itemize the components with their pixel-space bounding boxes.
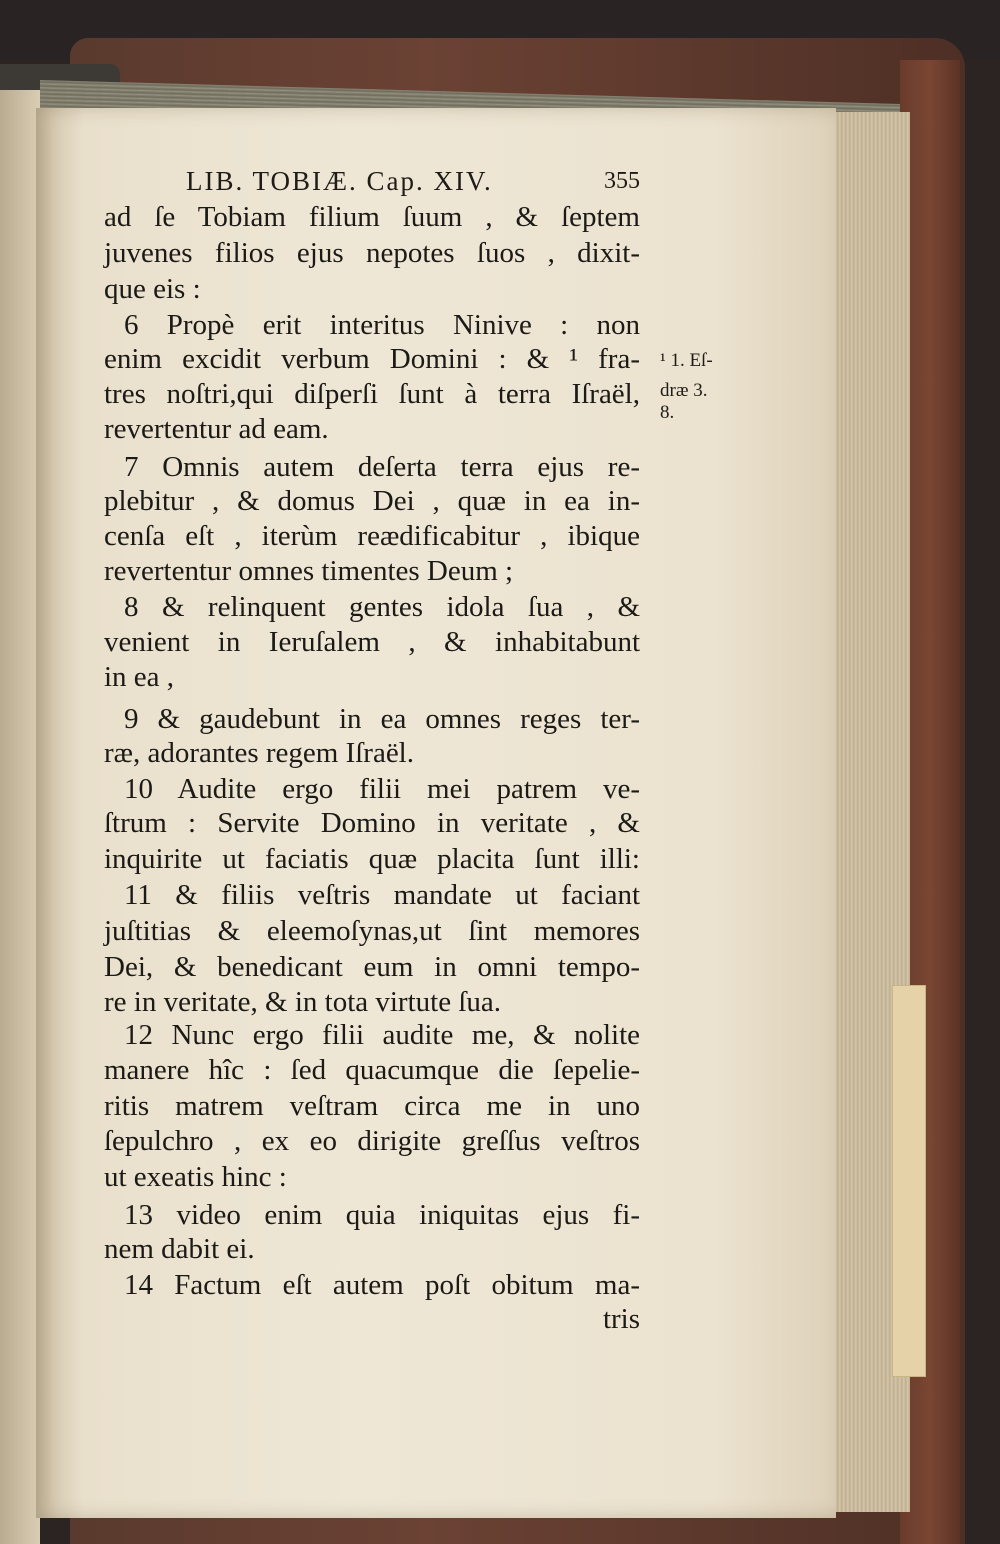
text-line: cenſa eſt , iterùm reædificabitur , ibique	[104, 520, 640, 552]
text-line: plebitur , & domus Dei , quæ in ea in-	[104, 485, 640, 517]
margin-note-line: ¹ 1. Eſ-	[660, 350, 713, 371]
text-line: 8 & relinquent gentes idola ſua , &	[124, 591, 640, 623]
margin-note-line: 8.	[660, 402, 675, 423]
text-line: 6 Propè erit interitus Ninive : non	[124, 309, 640, 341]
text-line: ut exeatis hinc :	[104, 1161, 287, 1193]
text-line: nem dabit ei.	[104, 1233, 255, 1265]
text-line: 7 Omnis autem deſerta terra ejus re-	[124, 451, 640, 483]
text-line: Dei, & benedicant eum in omni tempo-	[104, 951, 640, 983]
text-line: que eis :	[104, 273, 201, 305]
text-line: enim excidit verbum Domini : & ¹ fra-	[104, 343, 640, 375]
text-line: ræ, adorantes regem Iſraël.	[104, 737, 414, 769]
text-line: ſtrum : Servite Domino in veritate , &	[104, 807, 640, 839]
text-line: re in veritate, & in tota virtute ſua.	[104, 986, 502, 1018]
text-line: inquirite ut faciatis quæ placita ſunt illi:	[104, 843, 640, 875]
text-line: 12 Nunc ergo filii audite me, & nolite	[124, 1019, 640, 1051]
left-facing-page	[0, 86, 40, 1544]
catchword: tris	[602, 1303, 640, 1335]
text-line: in ea ,	[104, 661, 175, 693]
text-line: venient in Ieruſalem , & inhabitabunt	[104, 626, 640, 658]
text-line: revertentur omnes timentes Deum ;	[104, 555, 514, 587]
text-line: 14 Factum eſt autem poſt obitum ma-	[124, 1269, 640, 1301]
text-line: tres noſtri,qui diſperſi ſunt à terra Iſraël,	[104, 378, 640, 410]
text-line: juſtitias & eleemoſynas,ut ſint memores	[104, 915, 640, 947]
text-line: ſepulchro , ex eo dirigite greſſus veſtros	[104, 1125, 640, 1157]
page-number: 355	[604, 168, 640, 194]
margin-note-line: dræ 3.	[660, 380, 708, 401]
text-line: ad ſe Tobiam filium ſuum , & ſeptem	[104, 201, 640, 233]
text-line: 9 & gaudebunt in ea omnes reges ter-	[124, 703, 640, 735]
paper-bookmark	[892, 985, 926, 1377]
running-title: LIB. TOBIÆ. Cap. XIV.	[186, 166, 493, 196]
text-line: 11 & filiis veſtris mandate ut faciant	[124, 879, 640, 911]
text-line: manere hîc : ſed quacumque die ſepelie-	[104, 1054, 640, 1086]
text-line: revertentur ad eam.	[104, 413, 329, 445]
text-line: ritis matrem veſtram circa me in uno	[104, 1090, 640, 1122]
text-line: 10 Audite ergo filii mei patrem ve-	[124, 773, 640, 805]
text-line: juvenes filios ejus nepotes ſuos , dixit-	[104, 237, 640, 269]
text-line: 13 video enim quia iniquitas ejus fi-	[124, 1199, 640, 1231]
